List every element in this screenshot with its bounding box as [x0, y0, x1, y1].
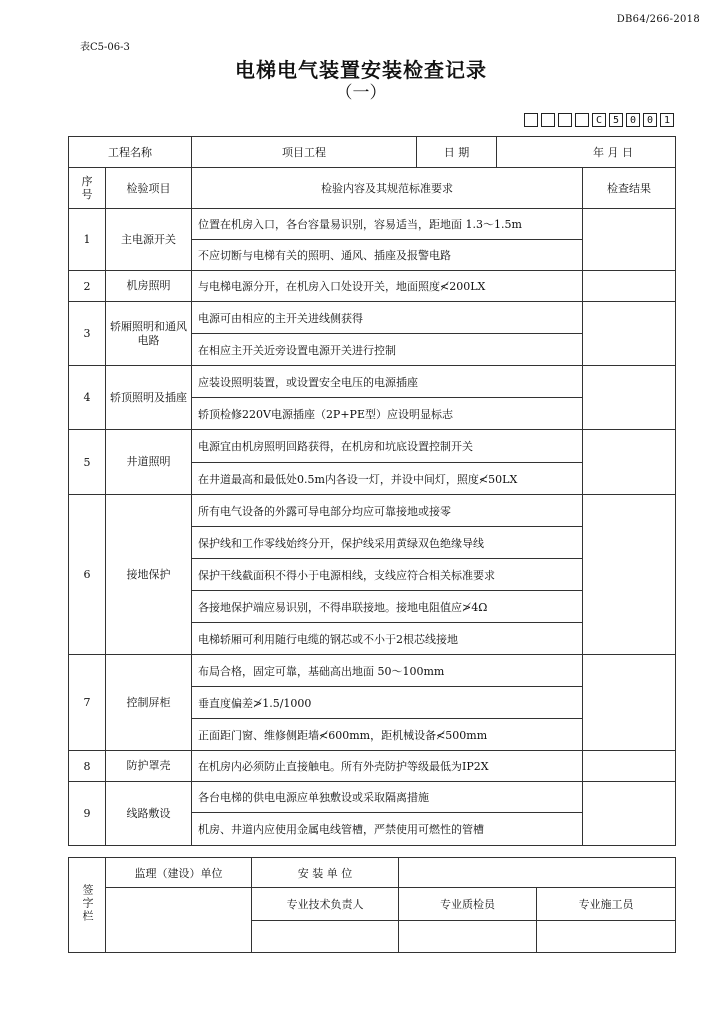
table-row	[69, 495, 676, 527]
column-header-result: 检查结果	[583, 168, 676, 209]
date-value[interactable]: 年 月 日	[497, 137, 676, 168]
column-header-item: 检验项目	[106, 168, 192, 209]
code-box: 0	[643, 113, 657, 127]
requirement-text: 轿顶检修220V电源插座（2P+PE型）应设明显标志	[192, 398, 583, 430]
column-header-no: 序号	[69, 168, 106, 209]
item-number: 6	[69, 495, 106, 655]
table-row	[69, 209, 676, 240]
requirement-text: 与电梯电源分开，在机房入口处设开关，地面照度≮200LX	[192, 271, 583, 302]
inspection-item: 主电源开关	[106, 209, 192, 271]
date-label: 日 期	[417, 137, 497, 168]
signature-label: 签字栏	[69, 858, 106, 953]
item-number: 9	[69, 782, 106, 846]
column-header-row	[69, 168, 676, 209]
inspection-item: 轿厢照明和通风电路	[106, 302, 192, 366]
installer-unit-field[interactable]	[399, 858, 676, 888]
inspection-item: 接地保护	[106, 495, 192, 655]
table-row	[69, 655, 676, 687]
table-row	[69, 302, 676, 334]
table-row	[69, 271, 676, 302]
code-box[interactable]	[558, 113, 572, 127]
code-box: 1	[660, 113, 674, 127]
installer-unit-label: 安 装 单 位	[252, 858, 399, 888]
requirement-text: 正面距门窗、维修侧距墙≮600mm，距机械设备≮500mm	[192, 719, 583, 751]
inspection-result-field[interactable]	[583, 495, 676, 655]
code-box: 0	[626, 113, 640, 127]
inspection-item: 控制屏柜	[106, 655, 192, 751]
inspection-result-field[interactable]	[583, 271, 676, 302]
item-number: 2	[69, 271, 106, 302]
page-subtitle: （一）	[335, 83, 387, 103]
inspection-result-field[interactable]	[583, 430, 676, 495]
inspection-result-field[interactable]	[583, 751, 676, 782]
project-name-label: 工程名称	[69, 137, 192, 168]
code-box[interactable]	[541, 113, 555, 127]
column-header-requirement: 检验内容及其规范标准要求	[192, 168, 583, 209]
table-row	[69, 430, 676, 463]
worker-label: 专业施工员	[537, 888, 676, 921]
requirement-text: 保护线和工作零线始终分开，保护线采用黄绿双色绝缘导线	[192, 527, 583, 559]
inspection-result-field[interactable]	[583, 366, 676, 430]
code-box: 5	[609, 113, 623, 127]
page-title: 电梯电气装置安装检查记录	[235, 58, 487, 82]
requirement-text: 保护干线截面积不得小于电源相线，支线应符合相关标准要求	[192, 559, 583, 591]
inspection-item: 轿顶照明及插座	[106, 366, 192, 430]
code-box[interactable]	[575, 113, 589, 127]
requirement-text: 在相应主开关近旁设置电源开关进行控制	[192, 334, 583, 366]
item-number: 4	[69, 366, 106, 430]
item-number: 8	[69, 751, 106, 782]
qc-label: 专业质检员	[399, 888, 537, 921]
tech-lead-label: 专业技术负责人	[252, 888, 399, 921]
table-row	[69, 366, 676, 398]
requirement-text: 布局合格，固定可靠，基础高出地面 50～100mm	[192, 655, 583, 687]
inspection-result-field[interactable]	[583, 782, 676, 846]
requirement-text: 电梯轿厢可利用随行电缆的钢芯或不小于2根芯线接地	[192, 623, 583, 655]
requirement-text: 在机房内必须防止直接触电。所有外壳防护等级最低为IP2X	[192, 751, 583, 782]
item-number: 3	[69, 302, 106, 366]
signature-table	[68, 857, 676, 953]
requirement-text: 各接地保护端应易识别，不得串联接地。接地电阻值应≯4Ω	[192, 591, 583, 623]
code-box: C	[592, 113, 606, 127]
qc-signature-field[interactable]	[399, 921, 537, 953]
supervisor-unit-label: 监理（建设）单位	[106, 858, 252, 888]
project-info-row	[69, 137, 676, 168]
requirement-text: 垂直度偏差≯1.5/1000	[192, 687, 583, 719]
tech-lead-signature-field[interactable]	[252, 921, 399, 953]
inspection-item: 防护罩壳	[106, 751, 192, 782]
table-row	[69, 751, 676, 782]
record-code-boxes	[524, 113, 674, 127]
inspection-result-field[interactable]	[583, 302, 676, 366]
inspection-item: 线路敷设	[106, 782, 192, 846]
requirement-text: 所有电气设备的外露可导电部分均应可靠接地或接零	[192, 495, 583, 527]
requirement-text: 在井道最高和最低处0.5m内各设一灯，并设中间灯，照度≮50LX	[192, 463, 583, 495]
requirement-text: 机房、井道内应使用金属电线管槽，严禁使用可燃性的管槽	[192, 813, 583, 846]
requirement-text: 电源可由相应的主开关进线侧获得	[192, 302, 583, 334]
inspection-result-field[interactable]	[583, 655, 676, 751]
requirement-text: 应装设照明装置，或设置安全电压的电源插座	[192, 366, 583, 398]
inspection-item: 井道照明	[106, 430, 192, 495]
item-number: 5	[69, 430, 106, 495]
supervisor-signature-field[interactable]	[106, 888, 252, 953]
requirement-text: 不应切断与电梯有关的照明、通风、插座及报警电路	[192, 240, 583, 271]
item-number: 1	[69, 209, 106, 271]
standard-code: DB64/266-2018	[616, 14, 700, 25]
requirement-text: 各台电梯的供电电源应单独敷设或采取隔离措施	[192, 782, 583, 813]
requirement-text: 电源宜由机房照明回路获得，在机房和坑底设置控制开关	[192, 430, 583, 463]
requirement-text: 位置在机房入口，各台容量易识别，容易适当，距地面 1.3～1.5m	[192, 209, 583, 240]
inspection-result-field[interactable]	[583, 209, 676, 271]
inspection-table	[68, 136, 676, 846]
table-row	[69, 782, 676, 813]
form-number: 表C5-06-3	[80, 42, 130, 53]
inspection-item: 机房照明	[106, 271, 192, 302]
worker-signature-field[interactable]	[537, 921, 676, 953]
project-name-value[interactable]: 项目工程	[192, 137, 417, 168]
code-box[interactable]	[524, 113, 538, 127]
item-number: 7	[69, 655, 106, 751]
